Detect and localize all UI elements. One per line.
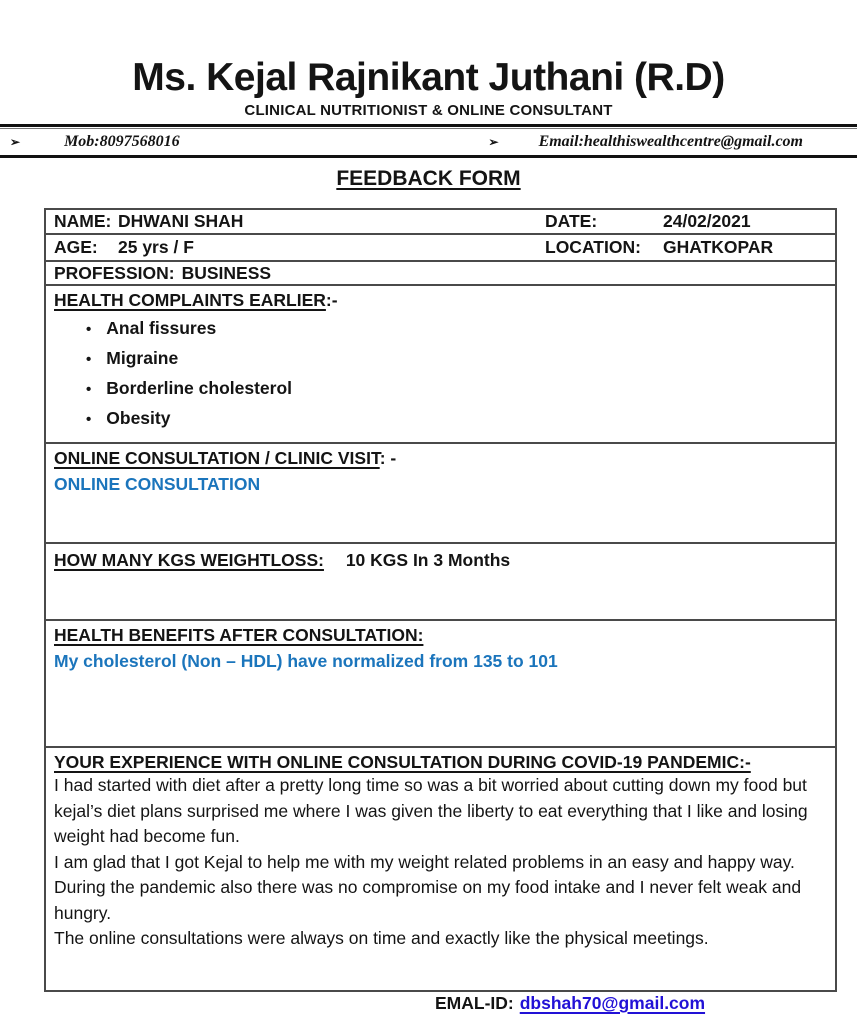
consultation-type-label: ONLINE CONSULTATION / CLINIC VISIT [54, 448, 380, 468]
divider-thick-line [0, 124, 857, 127]
divider-single [0, 155, 857, 158]
consultation-type-answer: ONLINE CONSULTATION [54, 474, 261, 494]
contact-bar [0, 129, 857, 155]
health-complaints-heading [54, 290, 835, 311]
experience-heading [54, 752, 827, 773]
consultation-type-heading [54, 448, 835, 469]
health-complaints-label: HEALTH COMPLAINTS EARLIER [54, 290, 326, 310]
age-value: 25 yrs / F [118, 237, 194, 257]
bullet-icon: • [86, 321, 92, 338]
age-label: AGE: [54, 237, 98, 257]
page-subtitle: CLINICAL NUTRITIONIST & ONLINE CONSULTANT [244, 101, 613, 119]
experience-label: YOUR EXPERIENCE WITH ONLINE CONSULTATION DURING COVID-19 PANDEMIC:- [54, 752, 751, 772]
contact-email [429, 133, 857, 151]
consultation-type-suffix: : - [379, 448, 397, 468]
complaint-text: Anal fissures [106, 318, 217, 338]
health-complaints-list [86, 318, 835, 429]
name-field [54, 211, 545, 232]
name-value: DHWANI SHAH [118, 211, 244, 231]
list-item [86, 378, 835, 399]
health-benefits-answer: My cholesterol (Non – HDL) have normalized from 135 to 101 [54, 651, 558, 671]
profession-value: BUSINESS [181, 262, 272, 283]
email-address: Email:healthiswealthcentre@gmail.com [538, 132, 803, 150]
experience-paragraph: I am glad that I got Kejal to help me with my weight related problems in an easy and happy way. During the pandemic also there was no compromise on my food intake and I never felt weak and hungry. [54, 851, 802, 923]
date-value: 24/02/2021 [663, 211, 751, 231]
health-benefits-heading [54, 625, 835, 646]
form-title: FEEDBACK FORM [336, 166, 521, 190]
contact-mobile [0, 133, 429, 151]
weightloss-answer: 10 KGS In 3 Months [345, 550, 511, 570]
mobile-number: Mob:8097568016 [64, 132, 180, 150]
row-age-location [46, 235, 835, 262]
arrow-bullet-icon: ➢ [10, 134, 21, 149]
list-item [86, 318, 835, 339]
location-value: GHATKOPAR [663, 237, 774, 257]
row-name-date [46, 210, 835, 235]
bullet-icon: • [86, 381, 92, 398]
experience-paragraph: I had started with diet after a pretty long time so was a bit worried about cutting down my food but kejal’s diet plans surprised me where I was given the liberty to eat everything that I like and losing weight had become fun. [54, 775, 808, 846]
footer-email-label: EMAL-ID: [435, 993, 514, 1013]
footer-email [435, 993, 705, 1014]
row-experience [46, 748, 835, 990]
complaint-text: Borderline cholesterol [106, 378, 293, 398]
arrow-bullet-icon: ➢ [488, 134, 499, 149]
date-field [545, 211, 835, 232]
row-health-benefits [46, 621, 835, 748]
row-health-complaints [46, 286, 835, 444]
experience-paragraph: The online consultations were always on time and exactly like the physical meetings. [54, 928, 709, 948]
health-benefits-label: HEALTH BENEFITS AFTER CONSULTATION: [54, 625, 424, 645]
location-label: LOCATION: [545, 237, 641, 257]
list-item [86, 408, 835, 429]
row-weightloss [46, 544, 835, 621]
location-field [545, 237, 835, 258]
feedback-form-table [44, 208, 837, 992]
page-title: Ms. Kejal Rajnikant Juthani (R.D) [132, 56, 725, 99]
list-item [86, 348, 835, 369]
health-complaints-suffix: :- [325, 290, 338, 310]
profession-label: PROFESSION: [54, 262, 175, 283]
bullet-icon: • [86, 411, 92, 428]
bullet-icon: • [86, 351, 92, 368]
complaint-text: Migraine [106, 348, 179, 368]
age-field [54, 237, 545, 258]
row-consultation-type [46, 444, 835, 544]
date-label: DATE: [545, 211, 598, 231]
name-label: NAME: [54, 211, 112, 231]
row-profession [46, 262, 835, 286]
complaint-text: Obesity [106, 408, 171, 428]
footer-email-link[interactable]: dbshah70@gmail.com [519, 993, 706, 1013]
weightloss-label: HOW MANY KGS WEIGHTLOSS: [54, 550, 324, 570]
